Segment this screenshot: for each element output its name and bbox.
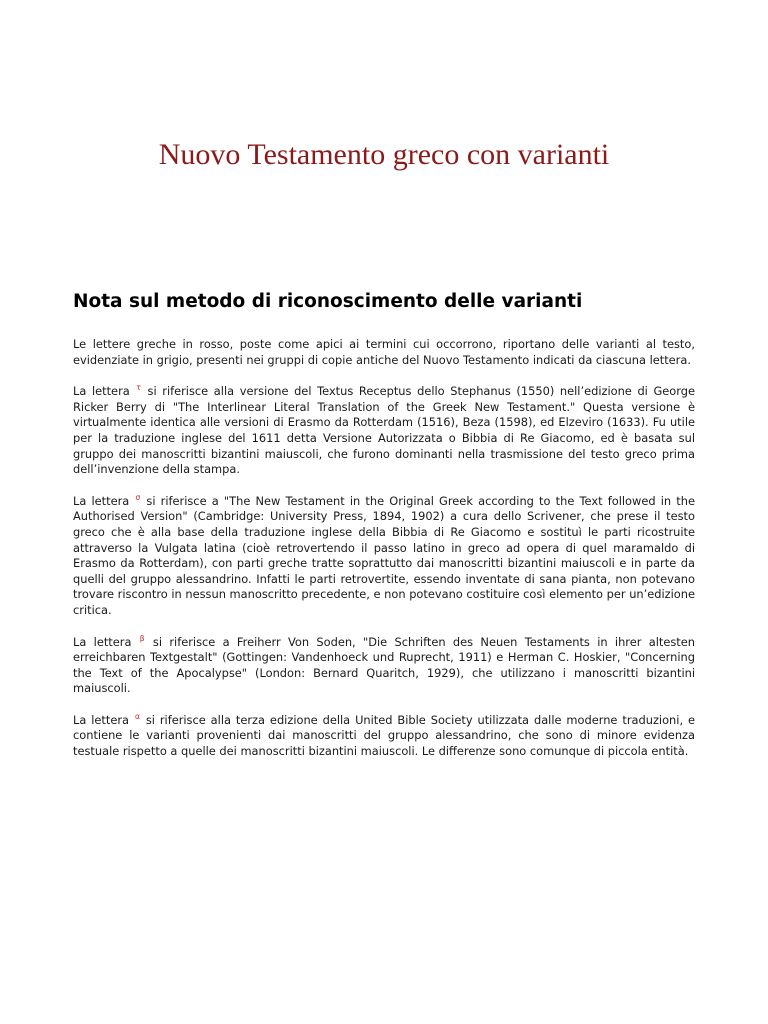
paragraph-lead: La lettera xyxy=(73,384,130,399)
paragraph-von-soden xyxy=(73,635,695,697)
paragraph-scrivener xyxy=(73,494,695,619)
paragraph-lead: La lettera xyxy=(73,493,130,508)
paragraph-ubs xyxy=(73,713,695,760)
paragraph-text: si riferisce a Freiherr Von Soden, "Die Schriften des Neuen Testaments in ihrer altesten erreichbaren Textgestalt" (Gottingen: Vandenhoeck und Ruprecht, 1911) e Herman C. Hoskier, "Concerning the Text of the Apocalypse" (London: Bernard Quaritch, 1929), che utilizzano i manoscritti bizantini maiuscoli. xyxy=(73,634,696,696)
paragraph-textus-receptus xyxy=(73,384,695,478)
paragraph-lead: La lettera xyxy=(73,634,132,649)
variant-marker-alpha: α xyxy=(134,711,140,721)
paragraph-text: Le lettere greche in rosso, poste come apici ai termini cui occorrono, riportano delle varianti al testo, evidenziate in grigio, presenti nei gruppi di copie antiche del Nuovo Testamento indicati da ciascuna lettera. xyxy=(73,337,695,367)
document-title: Nuovo Testamento greco con varianti xyxy=(158,138,610,171)
variant-marker-tau: τ xyxy=(136,383,141,393)
section-heading: Nota sul metodo di riconoscimento delle varianti xyxy=(73,291,583,312)
paragraph-text: si riferisce alla versione del Textus Receptus dello Stephanus (1550) nell’edizione di George Ricker Berry di "The Interlinear Literal Translation of the Greek New Testament." Questa versione è virtualmente identica alle versioni di Erasmo da Rotterdam (1516), Beza (1598), ed Elzeviro (1633). Fu utile per la traduzione inglese del 1611 detta Versione Autorizzata o Bibbia di Re Giacomo, ed è basata sul gruppo dei manoscritti bizantini maiuscoli, che furono dominanti nella trasmissione del testo greco prima dell’invenzione della stampa. xyxy=(73,384,695,477)
variant-marker-sigma: σ xyxy=(135,492,141,502)
paragraph-text: si riferisce a "The New Testament in the Original Greek according to the Text followed in the Authorised Version" (Cambridge: University Press, 1894, 1902) a cura dello Scrivener, che prese il testo greco che è alla base della traduzione inglese della Bibbia di Re Giacomo e sostituì le parti ricostruite attraverso la Vulgata latina (cioè retrovertendo il passo latino in greco ad opera di quel maramaldo di Erasmo da Rotterdam), con parti greche tratte soprattutto dai manoscritti bizantini maiuscoli e in parte da quelli del gruppo alessandrino. Infatti le parti retrovertite, essendo inventate di sana pianta, non potevano trovare riscontro in nessun manoscritto precedente, e non potevano costituire così elemento per un’edizione critica. xyxy=(73,493,695,617)
paragraph-text: si riferisce alla terza edizione della United Bible Society utilizzata dalle moderne traduzioni, e contiene le varianti provenienti dai manoscritti del gruppo alessandrino, che sono di minore evidenza testuale rispetto a quelle dei manoscritti bizantini maiuscoli. Le differenze sono comunque di piccola entità. xyxy=(73,712,695,759)
paragraph-intro xyxy=(73,337,695,368)
variant-marker-beta: β xyxy=(139,633,145,643)
body-text xyxy=(73,337,695,776)
paragraph-lead: La lettera xyxy=(73,712,130,727)
